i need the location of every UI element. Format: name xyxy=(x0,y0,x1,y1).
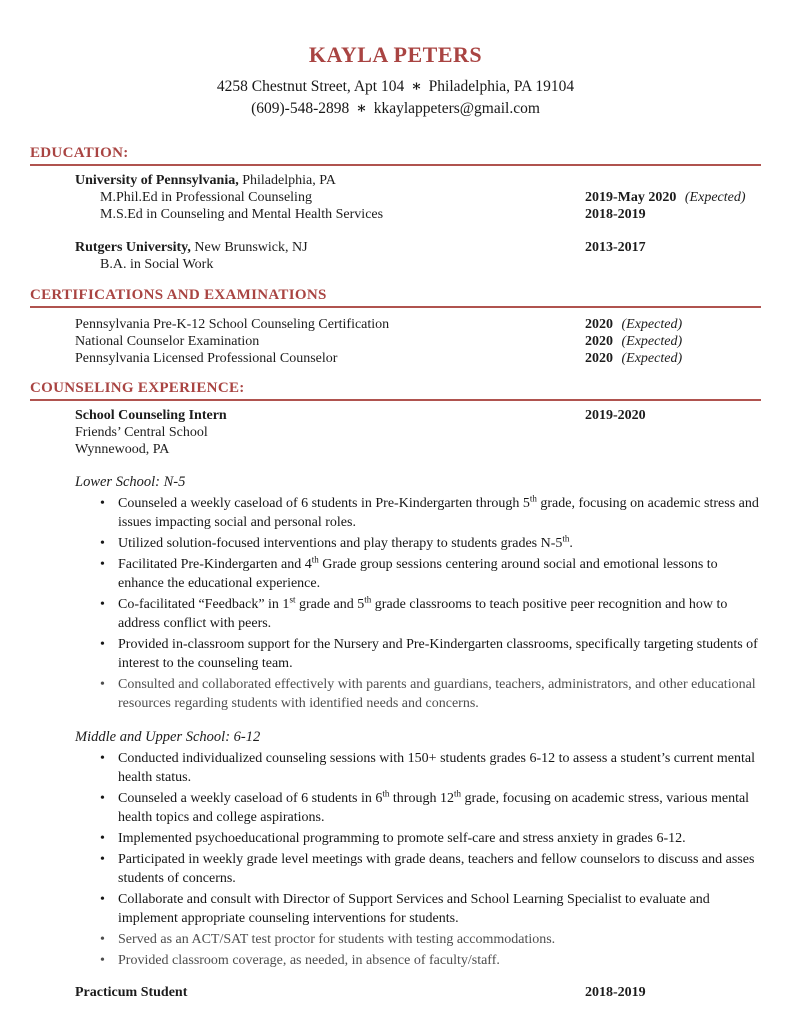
bullet-item: • Provided in-classroom support for the Nursery and Pre-Kindergarten classrooms, specifically targeting students of interest to the counseling team. xyxy=(75,635,761,673)
bullet-item: • Co-facilitated “Feedback” in 1st grade and 5th grade classrooms to teach positive peer recognition and how to address conflict with peers. xyxy=(75,595,761,633)
bullet-item: • Consulted and collaborated effectively with parents and guardians, teachers, administrators, and other educational resources regarding students with identified needs and concerns. xyxy=(75,675,761,713)
separator-icon: ∗ xyxy=(411,78,422,95)
education-entry-institution xyxy=(75,239,761,256)
bullet-item: • Provided classroom coverage, as needed, in absence of faculty/staff. xyxy=(75,951,761,970)
practicum-title: Practicum Student xyxy=(75,985,188,1000)
institution-name: University of Pennsylvania, xyxy=(75,173,239,188)
bullet-list-middle-upper-school xyxy=(75,749,761,970)
bullet-item: • Implemented psychoeducational programming to promote self-care and stress anxiety in grades 6-12. xyxy=(75,829,761,848)
degree-date: 2018-2019 xyxy=(585,207,646,222)
bullet-item: • Served as an ACT/SAT test proctor for students with testing accommodations. xyxy=(75,930,761,949)
experience-group-label: Middle and Upper School: 6-12 xyxy=(75,729,261,745)
bullet-item: • Conducted individualized counseling sessions with 150+ students grades 6-12 to assess a student’s current mental health status. xyxy=(75,749,761,787)
job-date: 2019-2020 xyxy=(585,408,646,423)
job-organization: Friends’ Central School xyxy=(75,425,208,440)
certification-item xyxy=(75,333,761,350)
email-text: kkaylappeters@gmail.com xyxy=(373,100,540,117)
certification-date-col xyxy=(585,350,682,367)
degree-date-col xyxy=(585,206,646,223)
bullet-item: • Utilized solution-focused interventions and play therapy to students grades N-5th. xyxy=(75,534,761,553)
certification-expected: (Expected) xyxy=(621,334,683,349)
institution-location: Philadelphia, PA xyxy=(242,173,336,188)
bullet-item: • Participated in weekly grade level meetings with grade deans, teachers and fellow counselors to discuss and asses students of concerns. xyxy=(75,850,761,888)
section-education xyxy=(75,172,761,273)
contact-address-line xyxy=(30,76,761,98)
job-title: School Counseling Intern xyxy=(75,408,227,423)
degree-date: 2019-May 2020 xyxy=(585,190,677,205)
institution-location: New Brunswick, NJ xyxy=(194,240,308,255)
certification-date: 2020 xyxy=(585,317,613,332)
bullet-item: • Collaborate and consult with Director of Support Services and School Learning Specialist to evaluate and implement appropriate counseling interventions for students. xyxy=(75,890,761,928)
certification-label: National Counselor Examination xyxy=(75,334,260,349)
candidate-name: KAYLA PETERS xyxy=(308,42,483,67)
resume-header xyxy=(30,42,761,120)
section-heading-education: EDUCATION: xyxy=(30,144,761,166)
degree-row xyxy=(75,256,761,273)
certification-date: 2020 xyxy=(585,351,613,366)
institution-date: 2013-2017 xyxy=(585,240,646,255)
bullet-list-lower-school xyxy=(75,494,761,713)
certification-label: Pennsylvania Licensed Professional Counselor xyxy=(75,351,338,366)
institution-name: Rutgers University, xyxy=(75,240,191,255)
phone-text: (609)-548-2898 xyxy=(251,100,350,117)
bullet-item: • Counseled a weekly caseload of 6 students in Pre-Kindergarten through 5th grade, focusing on academic stress and issues impacting social and personal roles. xyxy=(75,494,761,532)
certification-date: 2020 xyxy=(585,334,613,349)
certification-item xyxy=(75,316,761,333)
bullet-item: • Facilitated Pre-Kindergarten and 4th Grade group sessions centering around social and emotional lessons to enhance the educational experience. xyxy=(75,555,761,593)
certification-date-col xyxy=(585,316,682,333)
degree-row xyxy=(75,189,761,206)
address-text: 4258 Chestnut Street, Apt 104 xyxy=(216,78,405,95)
contact-phone-email-line xyxy=(30,98,761,120)
section-heading-experience: COUNSELING EXPERIENCE: xyxy=(30,379,761,401)
degree-date-col xyxy=(585,189,746,206)
section-certifications xyxy=(75,316,761,367)
degree-row xyxy=(75,206,761,223)
certification-item xyxy=(75,350,761,367)
certification-expected: (Expected) xyxy=(621,317,683,332)
certification-date-col xyxy=(585,333,682,350)
practicum-row xyxy=(75,984,761,1001)
certification-expected: (Expected) xyxy=(621,351,683,366)
degree-label: M.S.Ed in Counseling and Mental Health Services xyxy=(100,207,384,222)
degree-label: M.Phil.Ed in Professional Counseling xyxy=(100,190,312,205)
experience-group-label: Lower School: N-5 xyxy=(75,474,186,490)
certification-label: Pennsylvania Pre-K-12 School Counseling Certification xyxy=(75,317,390,332)
practicum-date: 2018-2019 xyxy=(585,985,646,1000)
city-text: Philadelphia, PA 19104 xyxy=(428,78,575,95)
bullet-item: • Counseled a weekly caseload of 6 students in 6th through 12th grade, focusing on academic stress, various mental health topics and college aspirations. xyxy=(75,789,761,827)
degree-label: B.A. in Social Work xyxy=(100,257,214,272)
degree-expected: (Expected) xyxy=(684,190,746,205)
education-entry-institution xyxy=(75,172,761,189)
separator-icon: ∗ xyxy=(356,100,367,117)
job-title-row xyxy=(75,407,761,424)
section-experience xyxy=(75,407,761,1001)
section-heading-certifications: CERTIFICATIONS AND EXAMINATIONS xyxy=(30,286,761,308)
job-location: Wynnewood, PA xyxy=(75,442,170,457)
